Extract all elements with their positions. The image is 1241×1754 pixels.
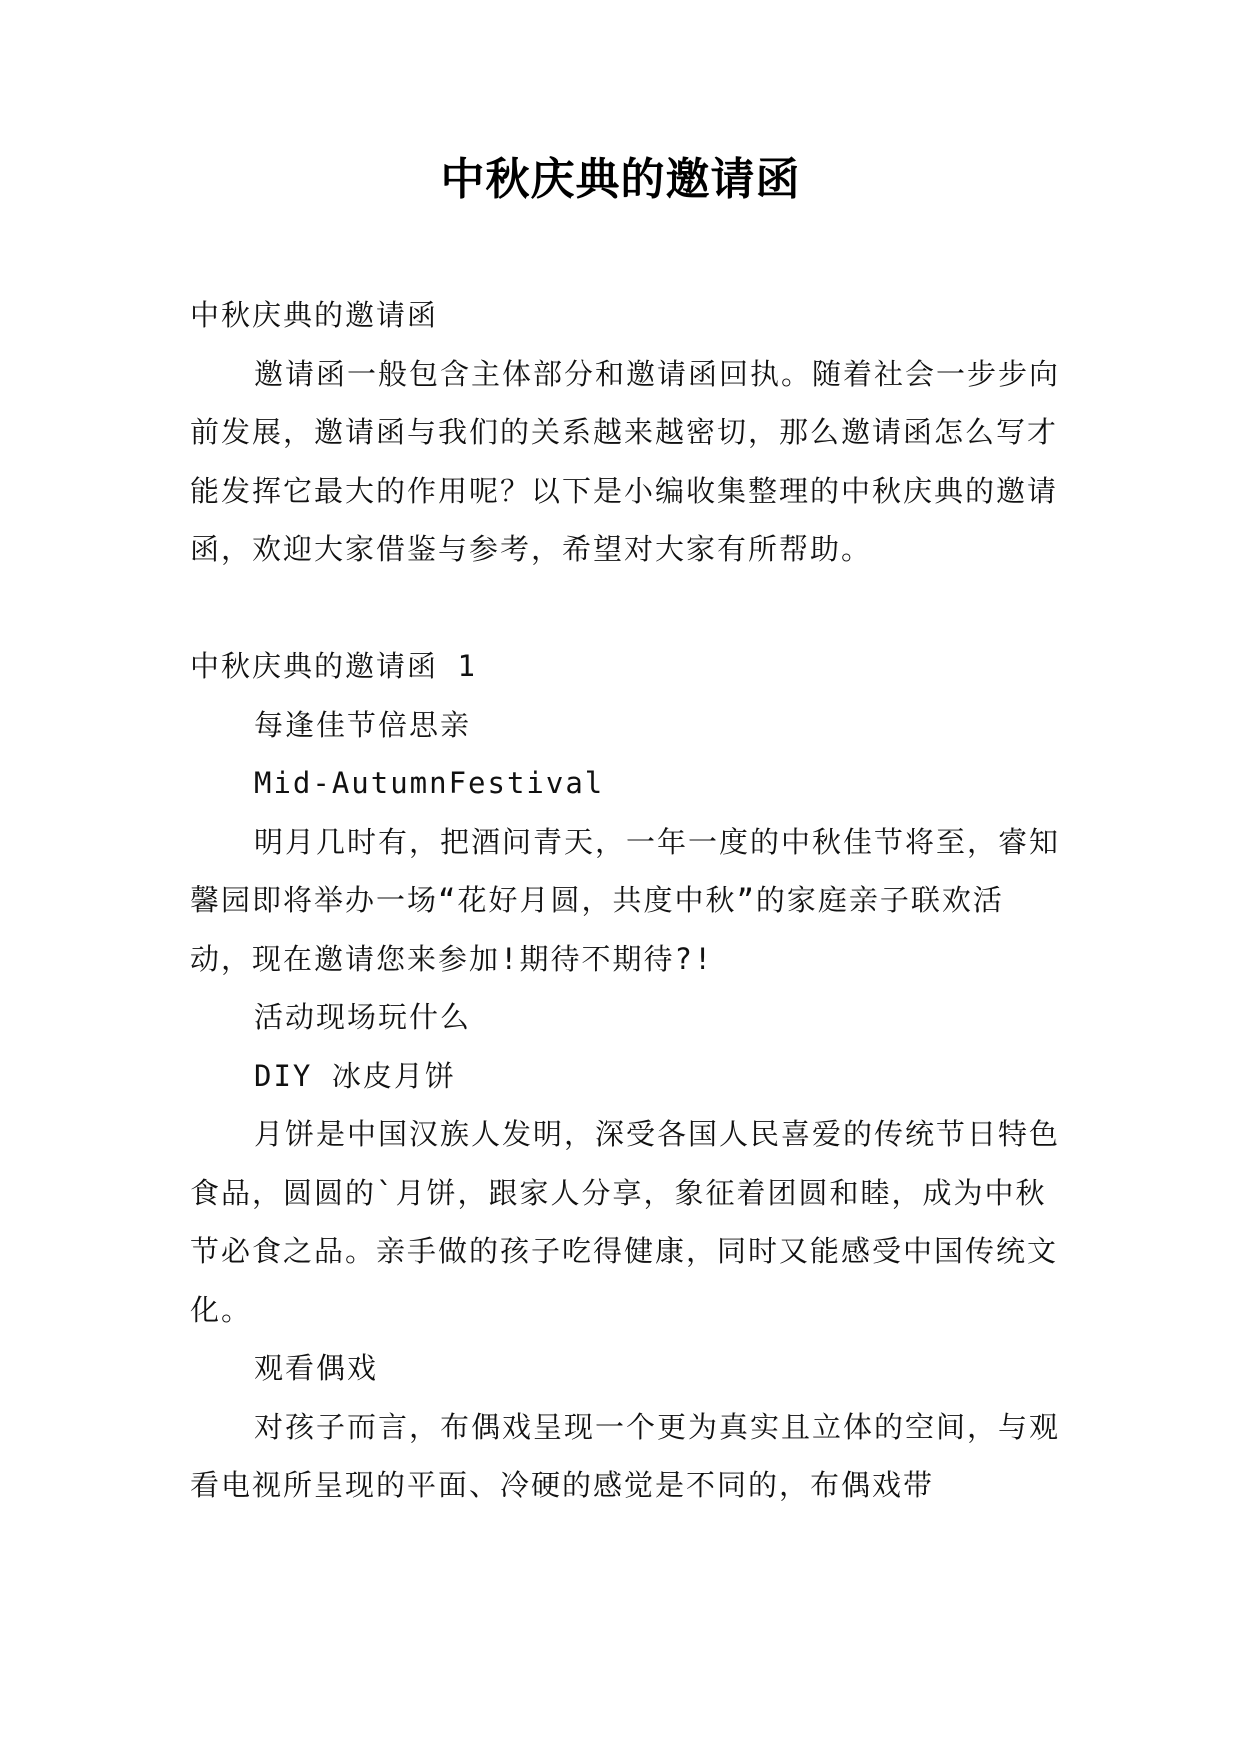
subheading: Mid-AutumnFestival [254, 766, 605, 800]
section-heading: 中秋庆典的邀请函 [190, 298, 439, 332]
subheading: 每逢佳节倍思亲 [254, 707, 472, 742]
subheading: 观看偶戏 [254, 1351, 379, 1385]
subheading: 活动现场玩什么 [254, 1000, 472, 1034]
intro-paragraph: 邀请函一般包含主体部分和邀请函回执。随着社会一步步向前发展，邀请函与我们的关系越来越密切，那么邀请函怎么写才能发挥它最大的作用呢？以下是小编收集整理的中秋庆典的邀请函，欢迎大家借鉴与参考，希望对大家有所帮助。 [190, 356, 1061, 566]
body-paragraph: 明月几时有，把酒问青天，一年一度的中秋佳节将至，睿知馨园即将举办一场“花好月圆，共度中秋”的家庭亲子联欢活动，现在邀请您来参加!期待不期待?! [190, 824, 1061, 976]
document-body [190, 286, 1060, 1515]
body-paragraph: 对孩子而言，布偶戏呈现一个更为真实且立体的空间，与观看电视所呈现的平面、冷硬的感觉是不同的，布偶戏带 [190, 1409, 1061, 1502]
subheading: DIY 冰皮月饼 [254, 1058, 456, 1093]
paragraph-spacer [190, 579, 1060, 638]
body-paragraph: 月饼是中国汉族人发明，深受各国人民喜爱的传统节日特色食品，圆圆的`月饼，跟家人分享，象征着团圆和睦，成为中秋节必食之品。亲手做的孩子吃得健康，同时又能感受中国传统文化。 [190, 1117, 1061, 1327]
document-title: 中秋庆典的邀请函 [440, 154, 801, 205]
section-heading: 中秋庆典的邀请函 1 [190, 649, 477, 683]
